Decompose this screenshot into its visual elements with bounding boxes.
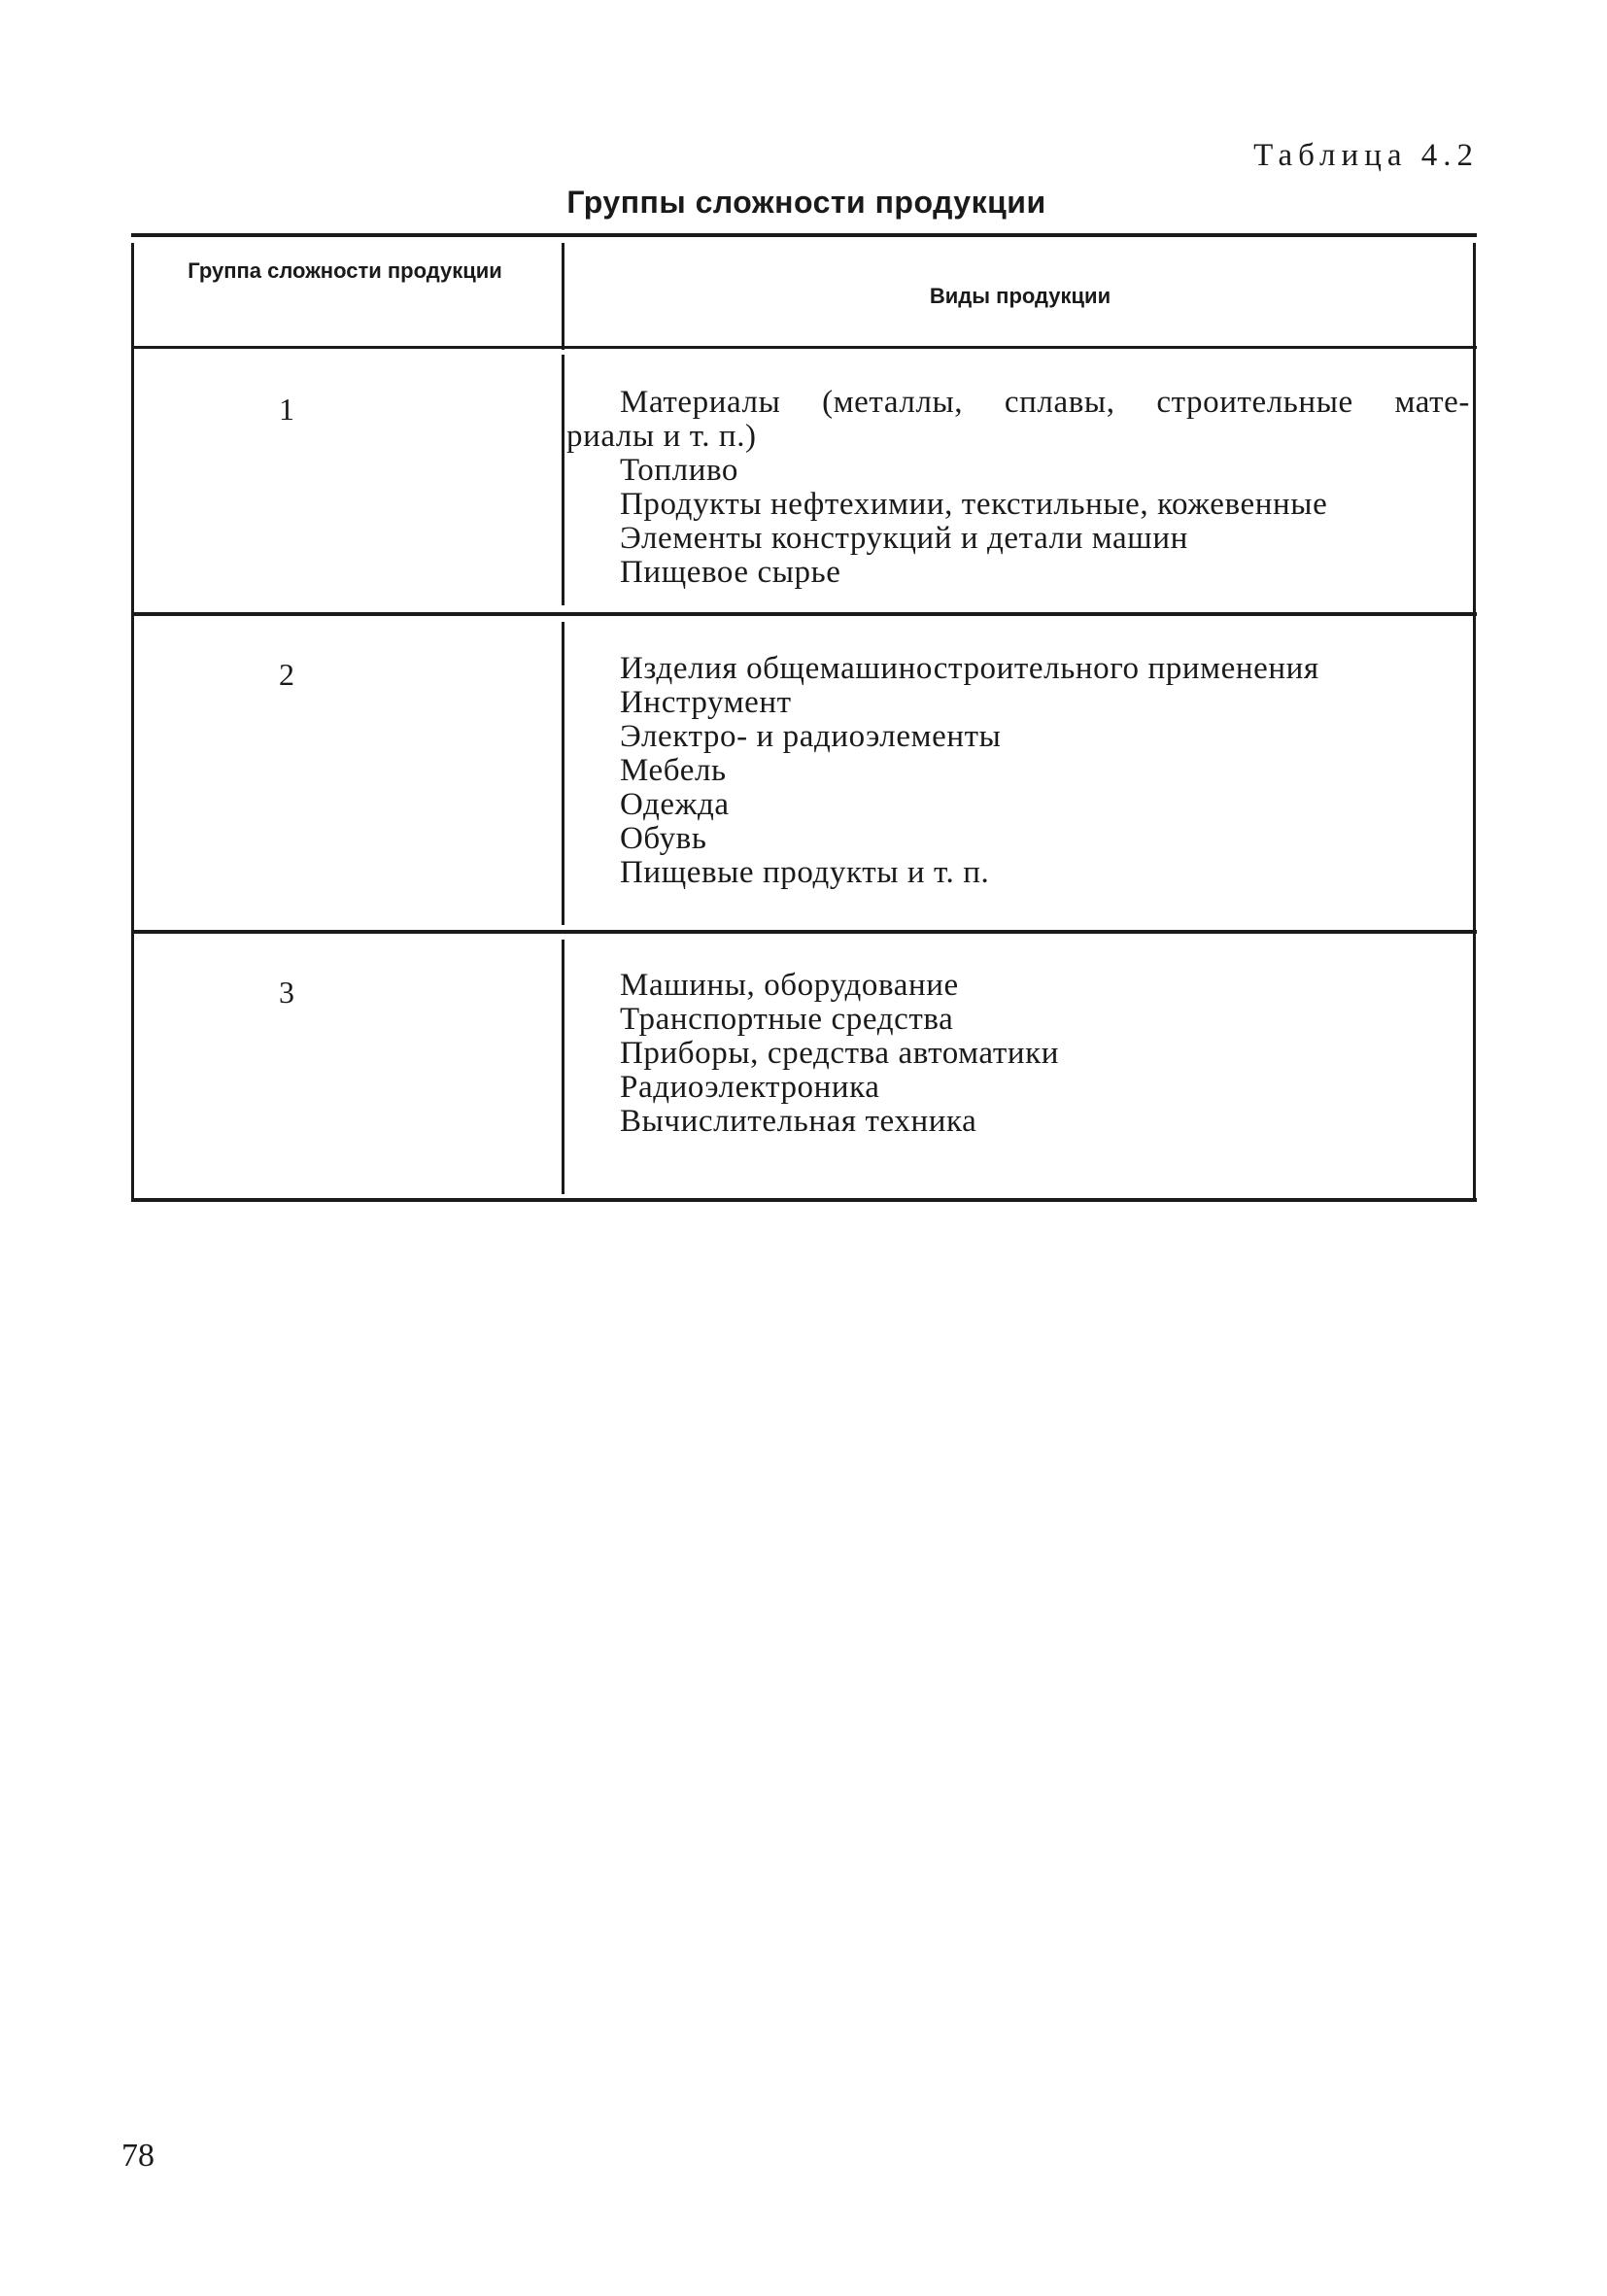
product-item: Радиоэлектроника — [620, 1070, 880, 1105]
column-header-group: Группа сложности продукции — [188, 258, 502, 283]
left-border — [131, 243, 134, 1202]
product-item: риалы и т. п.) — [566, 419, 757, 454]
table-label: Таблица 4.2 — [1253, 138, 1479, 173]
column-divider — [562, 622, 564, 925]
product-list — [566, 969, 1470, 1139]
product-item: Инструмент — [620, 685, 792, 720]
product-list — [566, 386, 1470, 590]
row-1-rule — [131, 612, 1477, 616]
column-divider — [562, 940, 564, 1194]
product-item: Пищевые продукты и т. п. — [620, 855, 990, 890]
header-rule — [131, 346, 1477, 349]
product-item: Обувь — [620, 821, 707, 856]
group-number: 3 — [279, 975, 294, 1010]
row-2-rule — [131, 930, 1477, 934]
product-item: Приборы, средства автоматики — [620, 1036, 1060, 1071]
complexity-table — [131, 233, 1477, 1203]
product-item: Элементы конструкций и детали машин — [620, 521, 1188, 556]
product-item: Одежда — [620, 787, 730, 822]
top-rule — [131, 233, 1477, 237]
product-item: Продукты нефтехимии, текстильные, кожевенные — [620, 487, 1328, 522]
product-item: Мебель — [620, 753, 727, 788]
group-number: 1 — [279, 392, 294, 427]
page-number: 78 — [121, 2138, 154, 2174]
product-list — [566, 652, 1470, 890]
right-border — [1473, 243, 1476, 1202]
column-header-products: Виды продукции — [929, 284, 1111, 308]
product-item: Вычислительная техника — [620, 1104, 977, 1139]
table-title: Группы сложности продукции — [566, 185, 1046, 220]
product-item: Транспортные средства — [620, 1002, 954, 1037]
product-item: Изделия общемашиностроительного применения — [620, 651, 1319, 686]
product-item: Материалы (металлы, сплавы, строительные мате- — [620, 385, 1470, 420]
group-number: 2 — [279, 657, 294, 692]
product-item: Пищевое сырье — [620, 555, 841, 590]
column-divider — [562, 355, 564, 605]
bottom-rule — [131, 1198, 1477, 1202]
product-item: Топливо — [620, 453, 739, 488]
product-item: Электро- и радиоэлементы — [620, 719, 1002, 754]
product-item: Машины, оборудование — [620, 968, 959, 1003]
